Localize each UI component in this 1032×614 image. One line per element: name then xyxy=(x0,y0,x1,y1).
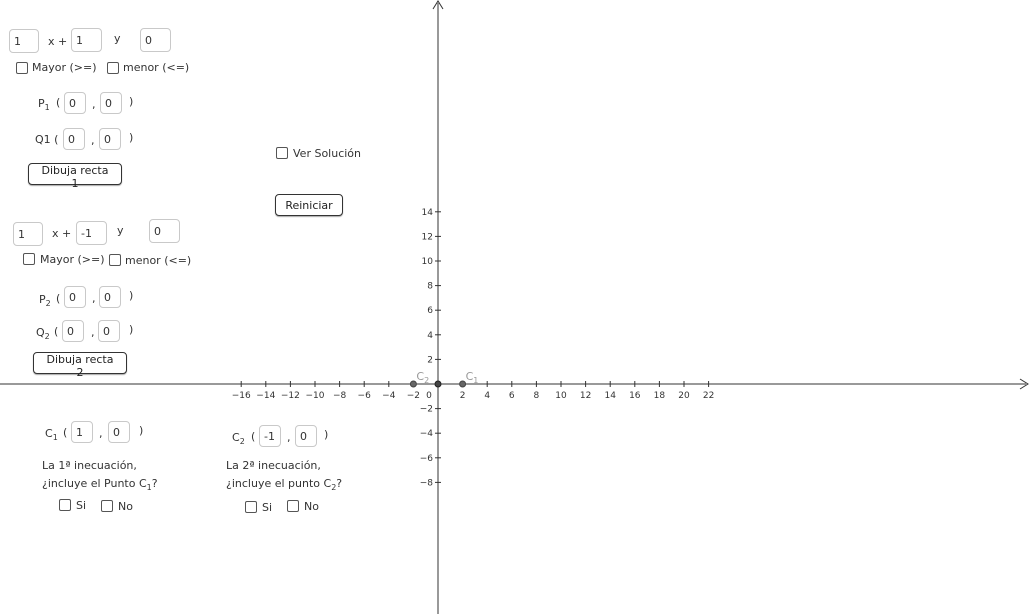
c2-close-paren: ) xyxy=(324,428,329,441)
c2-x-input[interactable] xyxy=(259,425,281,447)
ver-solucion-label: Ver Solución xyxy=(293,147,362,160)
p1-comma: , xyxy=(92,98,96,111)
y-tick-label: 10 xyxy=(421,257,433,267)
x-tick-label: 16 xyxy=(629,391,641,401)
x-tick-label: 22 xyxy=(702,391,715,401)
p2-comma: , xyxy=(92,292,96,305)
x-tick-label: −8 xyxy=(332,391,347,401)
q2-y-input[interactable] xyxy=(98,320,120,342)
p1-y-input[interactable] xyxy=(100,92,122,114)
q2-no-checkbox[interactable] xyxy=(287,500,299,512)
c1-y-input[interactable] xyxy=(108,421,130,443)
p1-close-paren: ) xyxy=(129,95,134,108)
q2-close-paren: ) xyxy=(129,323,134,336)
reiniciar-button[interactable]: Reiniciar xyxy=(275,194,343,216)
eq1-constant-input[interactable] xyxy=(140,28,171,52)
q1-comma: , xyxy=(91,134,95,147)
c2-y-input[interactable] xyxy=(295,425,317,447)
q2-si-label: Si xyxy=(262,501,273,514)
ver-solucion-checkbox[interactable] xyxy=(276,147,288,159)
q1-no-label: No xyxy=(118,500,133,513)
y-tick-label: 12 xyxy=(421,232,433,243)
eq1-y-label: y xyxy=(114,32,121,45)
x-tick-label: −2 xyxy=(406,391,421,401)
y-tick-label: 8 xyxy=(427,281,433,292)
q1-question-line1: La 1ª inecuación, xyxy=(42,459,137,472)
x-tick-label: 2 xyxy=(459,391,466,401)
q1-close-paren: ) xyxy=(129,131,134,144)
x-tick-label: 6 xyxy=(508,391,515,401)
c2-comma: , xyxy=(287,431,291,444)
q2-x-input[interactable] xyxy=(62,320,84,342)
eq1-coef-y-input[interactable] xyxy=(71,28,102,52)
eq1-menor-checkbox[interactable] xyxy=(107,62,119,74)
p1-x-input[interactable] xyxy=(64,92,86,114)
y-tick-label: 4 xyxy=(427,330,433,341)
eq2-menor-checkbox[interactable] xyxy=(109,254,121,266)
q2-si-checkbox[interactable] xyxy=(245,501,257,513)
c1-label: $C_1$ xyxy=(45,427,58,442)
x-tick-label: −4 xyxy=(382,391,396,401)
q2-question-line2: ¿incluye el punto $C_2$? xyxy=(226,477,343,492)
q2-comma: , xyxy=(91,326,95,339)
p2-open-paren: ( xyxy=(56,292,61,305)
eq1-mayor-checkbox[interactable] xyxy=(16,62,28,74)
origin-point xyxy=(435,381,441,387)
x-tick-label: 14 xyxy=(604,391,616,401)
c1-open-paren: ( xyxy=(63,426,68,439)
p2-y-input[interactable] xyxy=(99,286,121,308)
x-tick-label: −6 xyxy=(357,391,371,401)
y-tick-label: 14 xyxy=(421,207,433,218)
eq2-y-label: y xyxy=(117,224,124,237)
c2-label: $C_2$ xyxy=(232,431,245,446)
x-tick-label: 10 xyxy=(555,391,567,401)
eq2-mayor-label: Mayor (>=) xyxy=(40,253,105,266)
p2-close-paren: ) xyxy=(129,289,134,302)
c1-close-paren: ) xyxy=(139,424,144,437)
c1-x-input[interactable] xyxy=(71,421,93,443)
q1-si-label: Si xyxy=(76,499,87,512)
q2-no-label: No xyxy=(304,500,319,513)
c1-comma: , xyxy=(99,427,103,440)
q2-question-line1: La 2ª inecuación, xyxy=(226,459,321,472)
q1-x-input[interactable] xyxy=(63,128,85,150)
q1-no-checkbox[interactable] xyxy=(101,500,113,512)
p2-label: $P_2$ xyxy=(39,293,51,308)
y-tick-label: −2 xyxy=(419,404,433,415)
x-tick-label: 12 xyxy=(579,391,592,401)
x-tick-label: −14 xyxy=(256,391,276,401)
q2-label: $Q_2$ xyxy=(36,326,50,341)
eq2-menor-label: menor (<=) xyxy=(125,254,192,267)
y-tick-label: 2 xyxy=(427,355,433,366)
x-tick-label: 8 xyxy=(533,391,540,401)
draw-line-1-button[interactable]: Dibuja recta 1 xyxy=(28,163,122,185)
eq2-coef-x-input[interactable] xyxy=(13,222,43,246)
eq1-coef-x-input[interactable] xyxy=(9,29,39,53)
point-c1-label: $C_1$ xyxy=(465,370,479,385)
eq2-constant-input[interactable] xyxy=(149,219,180,243)
x-tick-label: 18 xyxy=(653,391,666,401)
q1-question-line2: ¿incluye el Punto $C_1$? xyxy=(42,477,158,492)
point-c2-label: $C_2$ xyxy=(416,370,430,385)
q1-si-checkbox[interactable] xyxy=(59,499,71,511)
eq1-x-plus-label: x + xyxy=(48,35,68,48)
x-tick-label: −10 xyxy=(305,391,325,401)
x-tick-label: −12 xyxy=(280,391,300,401)
x-tick-label: 0 xyxy=(426,391,432,401)
q1-label: Q1 ( xyxy=(35,133,59,146)
x-tick-label: −16 xyxy=(231,391,251,401)
q1-y-input[interactable] xyxy=(99,128,121,150)
p1-label: $P_1$ xyxy=(38,97,50,112)
p2-x-input[interactable] xyxy=(64,286,86,308)
eq1-mayor-label: Mayor (>=) xyxy=(32,61,97,74)
eq1-menor-label: menor (<=) xyxy=(123,61,190,74)
eq2-coef-y-input[interactable] xyxy=(76,221,107,245)
eq2-mayor-checkbox[interactable] xyxy=(23,253,35,265)
eq2-x-plus-label: x + xyxy=(52,227,72,240)
p1-open-paren: ( xyxy=(56,96,61,109)
y-tick-label: 6 xyxy=(427,306,433,317)
x-tick-label: 4 xyxy=(484,391,491,401)
x-tick-label: 20 xyxy=(678,391,690,401)
y-tick-label: −8 xyxy=(419,478,433,489)
y-tick-label: −6 xyxy=(419,453,433,464)
c2-open-paren: ( xyxy=(251,430,256,443)
q2-open-paren: ( xyxy=(54,325,59,338)
draw-line-2-button[interactable]: Dibuja recta 2 xyxy=(33,352,127,374)
y-tick-label: −4 xyxy=(419,429,433,440)
